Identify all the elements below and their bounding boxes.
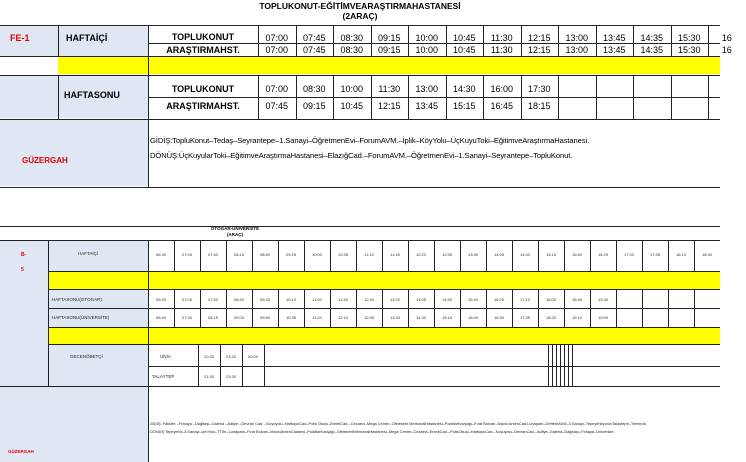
time-cell: 12:55 (363, 315, 374, 320)
time-cell: 14:30 (415, 315, 426, 320)
grid-line (460, 240, 461, 272)
weekend-otogar-label: HAFTASONU(OTOGAR) (52, 297, 102, 302)
time-cell: 14:05 (415, 297, 426, 302)
time-cell: 14:05 (493, 252, 504, 257)
grid-line (642, 289, 643, 328)
time-cell: 10:00 (415, 33, 439, 43)
grid-line (642, 240, 643, 272)
grid-line (382, 240, 383, 272)
time-cell: 07:05 (181, 297, 192, 302)
grid-line (512, 289, 513, 328)
time-cell: 15:15 (545, 252, 556, 257)
time-cell: 10:45 (452, 45, 476, 55)
grid-line (356, 240, 357, 272)
time-cell: 10:10 (285, 297, 296, 302)
grid-line (568, 344, 569, 386)
grid-line (556, 344, 557, 386)
grid-line (382, 289, 383, 328)
night-time-cell: 23:30 (225, 374, 236, 379)
grid-line (220, 344, 221, 386)
route-go: GİDİŞ:TopluKonut–Tedaş–Seyrantepe–1.Sanayi–ÖğretmenEvi–ForumAVM.–İplik–KöyYolu–ÜçKuyuToki–EğitimveAraştırmaHastanesi. (150, 136, 590, 145)
route-return: DÖNÜŞ:Tepeyehir–3.Sanayi–UmYolu–TTİhr–Lunapark–Fırat Bulvarı–MavioAntenCaddesi–PolatlarKavşağı–OtelekentMemorialHastanesi–Mega Center–Cezaevi–EmekCad.–PolisOkulu–HatboyuCad.–Koyuyolu–GevranCad.–Adliye–Galeria–Dağbaşı–Fırkaya–Üniversite. (150, 429, 615, 434)
time-cell: 19:55 (597, 315, 608, 320)
time-cell: 17:35 (519, 315, 530, 320)
time-cell: 08:15 (207, 315, 218, 320)
time-cell: 07:00 (265, 45, 289, 55)
section2-left-bg (0, 241, 148, 386)
time-cell: 12:10 (337, 315, 348, 320)
time-cell: 09:15 (377, 45, 401, 55)
grid-line (252, 240, 253, 272)
time-cell: 14:35 (640, 45, 664, 55)
time-cell: 12:55 (441, 252, 452, 257)
grid-line (616, 289, 617, 328)
time-cell: 09:15 (302, 101, 326, 111)
time-cell: 07:00 (265, 84, 289, 94)
time-cell: 12:30 (363, 297, 374, 302)
grid-line (694, 240, 695, 272)
time-cell: 12:15 (377, 101, 401, 111)
time-cell: 15:40 (467, 297, 478, 302)
time-cell: 13:00 (565, 33, 589, 43)
time-cell: 07:30 (181, 315, 192, 320)
night-time-cell: 23:30 (225, 354, 236, 359)
time-cell: 10:00 (415, 45, 439, 55)
grid-line (694, 289, 695, 328)
time-cell: 12:15 (527, 45, 551, 55)
time-cell: 14:40 (519, 252, 530, 257)
grid-line (148, 240, 149, 462)
time-cell: 06:40 (155, 315, 166, 320)
time-cell: 07:45 (265, 101, 289, 111)
grid-line (486, 240, 487, 272)
time-cell: 19:10 (571, 315, 582, 320)
time-cell: 16:00 (490, 84, 514, 94)
grid-line (304, 289, 305, 328)
time-cell: 18:20 (545, 315, 556, 320)
line-code: FE-1 (10, 33, 30, 43)
time-cell: 09:00 (233, 315, 244, 320)
time-cell: 15:15 (452, 101, 476, 111)
grid-line (174, 289, 175, 328)
time-cell: 18:45 (571, 297, 582, 302)
grid-line (252, 289, 253, 328)
route-label: GÜZERGAH (8, 449, 34, 454)
grid-line (434, 240, 435, 272)
time-cell: 11:20 (312, 315, 322, 320)
time-cell: 08:15 (233, 252, 244, 257)
time-cell: 18:10 (675, 252, 686, 257)
grid-line (434, 289, 435, 328)
time-cell: 07:40 (207, 252, 218, 257)
grid-line (512, 240, 513, 272)
time-cell: 13:00 (565, 45, 589, 55)
time-cell: 10:00 (340, 84, 364, 94)
grid-line (560, 344, 561, 386)
grid-line (264, 344, 265, 386)
grid-line (616, 240, 617, 272)
time-cell: 08:30 (302, 84, 326, 94)
time-cell: 13:45 (415, 101, 439, 111)
grid-line (538, 289, 539, 328)
time-cell: 07:50 (207, 297, 218, 302)
night-label: GECENÖBETÇİ (70, 354, 103, 359)
weekday-label: HAFTAİÇİ (78, 251, 99, 256)
grid-line (486, 289, 487, 328)
stop-label: TOPLUKONUT (171, 84, 235, 94)
time-cell: 11:30 (490, 33, 513, 43)
time-cell: 08:50 (259, 252, 270, 257)
time-cell: 17:10 (519, 297, 530, 302)
grid-line (668, 240, 669, 272)
grid-line (48, 240, 49, 386)
stop-label: TOPLUKONUT (171, 32, 235, 42)
grid-line (200, 240, 201, 272)
time-cell: 13:40 (389, 315, 400, 320)
time-cell: 15:30 (677, 45, 701, 55)
grid-line (460, 289, 461, 328)
grid-line (408, 289, 409, 328)
section2-subtitle: (ARAÇ) (227, 232, 243, 237)
time-cell: 07:05 (181, 252, 192, 257)
time-cell: 09:25 (259, 297, 270, 302)
time-cell: 11:00 (312, 297, 322, 302)
time-cell: 13:45 (602, 33, 626, 43)
time-cell: 15:15 (441, 315, 452, 320)
time-cell: 17:30 (527, 84, 551, 94)
time-cell: 13:30 (467, 252, 478, 257)
grid-line (572, 344, 573, 386)
grid-line (148, 366, 720, 367)
grid-line (408, 240, 409, 272)
time-cell: 18:00 (545, 297, 556, 302)
time-cell: 11:45 (338, 297, 348, 302)
grid-line (564, 289, 565, 328)
grid-line (174, 240, 175, 272)
line-code: B- (21, 252, 27, 258)
route-go: GİDİŞ: Fakülte –Fırkaya –Dağbaşı–Galeria –Adliye –Gevran Cad. –Koyuyolu–HatboyuCad–Polis Okulu–EmekCad.–Cezaevi–Mega Center–Otelekent MemorialHastanesi–PolatlarKavşağı–Fırat Bulvarı–Mavio AntenCad.Lunapark–DeftereAVM–3.Sanayi–TepeyehiryolunTalaytepe–Terminal (150, 421, 646, 426)
time-cell: 16 (721, 33, 732, 43)
night-time-cell: 21:30 (203, 374, 214, 379)
time-cell: 11:30 (490, 45, 513, 55)
time-cell: 11:45 (390, 252, 400, 257)
grid-line (226, 240, 227, 272)
weekday-label: HAFTAİÇİ (66, 33, 108, 43)
night-time-cell: 00:00 (247, 354, 258, 359)
grid-line (0, 386, 720, 387)
line-code: 5 (21, 267, 24, 273)
grid-line (278, 240, 279, 272)
grid-line (590, 240, 591, 272)
time-cell: 13:20 (389, 297, 400, 302)
time-cell: 15:30 (677, 33, 701, 43)
grid-line (200, 289, 201, 328)
grid-line (0, 240, 720, 241)
time-cell: 16:25 (597, 252, 608, 257)
time-cell: 07:45 (302, 45, 326, 55)
grid-line (548, 344, 549, 386)
time-cell: 17:00 (623, 252, 634, 257)
time-cell: 09:50 (259, 315, 270, 320)
time-cell: 16:25 (493, 297, 504, 302)
grid-line (278, 289, 279, 328)
grid-line (356, 289, 357, 328)
stop-label: ARAŞTIRMAHST. (166, 101, 240, 111)
time-cell: 16:45 (490, 101, 514, 111)
time-cell: 17:35 (649, 252, 660, 257)
time-cell: 14:50 (441, 297, 452, 302)
time-cell: 14:35 (640, 33, 664, 43)
time-cell: 10:35 (337, 252, 348, 257)
night-stop: TALAYTEP (152, 374, 175, 379)
grid-line (564, 240, 565, 272)
time-cell: 10:45 (452, 33, 476, 43)
weekend-label: HAFTASONU (64, 90, 120, 100)
section2-title: OTOGAR-ÜNİVERSİTE (210, 226, 260, 231)
time-cell: 11:10 (364, 252, 374, 257)
time-cell: 07:00 (265, 33, 289, 43)
time-cell: 06:30 (155, 252, 166, 257)
route-return: DÖNÜŞ:ÜçKuyularToki–EğitimveAraştırmaHastanesi–ElazığCad.–ForumAVM.–ÖğretmenEvi–1.Sanayi–Seyrantepe–TopluKonut. (150, 151, 573, 160)
time-cell: 10:35 (285, 315, 296, 320)
time-cell: 09:25 (285, 252, 296, 257)
time-cell: 07:45 (302, 33, 326, 43)
grid-line (564, 344, 565, 386)
time-cell: 11:30 (378, 84, 401, 94)
time-cell: 10:00 (311, 252, 322, 257)
time-cell: 15:50 (571, 252, 582, 257)
grid-line (198, 344, 199, 386)
section1-subtitle: (2ARAÇ) (342, 11, 378, 21)
night-time-cell: 20:30 (203, 354, 214, 359)
time-cell: 12:20 (415, 252, 426, 257)
section1-title: TOPLUKONUT-EĞİTİMVEARAŞTIRMAHASTANESİ (259, 1, 461, 11)
weekend-uni-label: HAFTASONU(ÜNİVERSİTE) (52, 315, 110, 320)
time-cell: 08:30 (340, 45, 364, 55)
grid-line (226, 289, 227, 328)
time-cell: 09:15 (377, 33, 401, 43)
time-cell: 10:45 (340, 101, 364, 111)
time-cell: 18:15 (527, 101, 551, 111)
time-cell: 06:20 (155, 297, 166, 302)
time-cell: 19:30 (597, 297, 608, 302)
time-cell: 12:15 (527, 33, 551, 43)
grid-line (552, 344, 553, 386)
time-cell: 16 (721, 45, 732, 55)
grid-line (330, 289, 331, 328)
time-cell: 18:30 (701, 252, 712, 257)
grid-line (538, 240, 539, 272)
grid-line (590, 289, 591, 328)
route-label: GÜZERGAH (22, 156, 68, 165)
time-cell: 13:00 (415, 84, 439, 94)
stop-label: ARAŞTIRMAHST. (166, 45, 240, 55)
time-cell: 14:30 (452, 84, 476, 94)
time-cell: 08:40 (233, 297, 244, 302)
grid-line (242, 344, 243, 386)
grid-line (668, 289, 669, 328)
time-cell: 16:50 (493, 315, 504, 320)
time-cell: 13:45 (602, 45, 626, 55)
grid-line (330, 240, 331, 272)
time-cell: 08:30 (340, 33, 364, 43)
grid-line (304, 240, 305, 272)
night-stop: ÜNİV. (160, 354, 172, 359)
time-cell: 16:00 (467, 315, 478, 320)
